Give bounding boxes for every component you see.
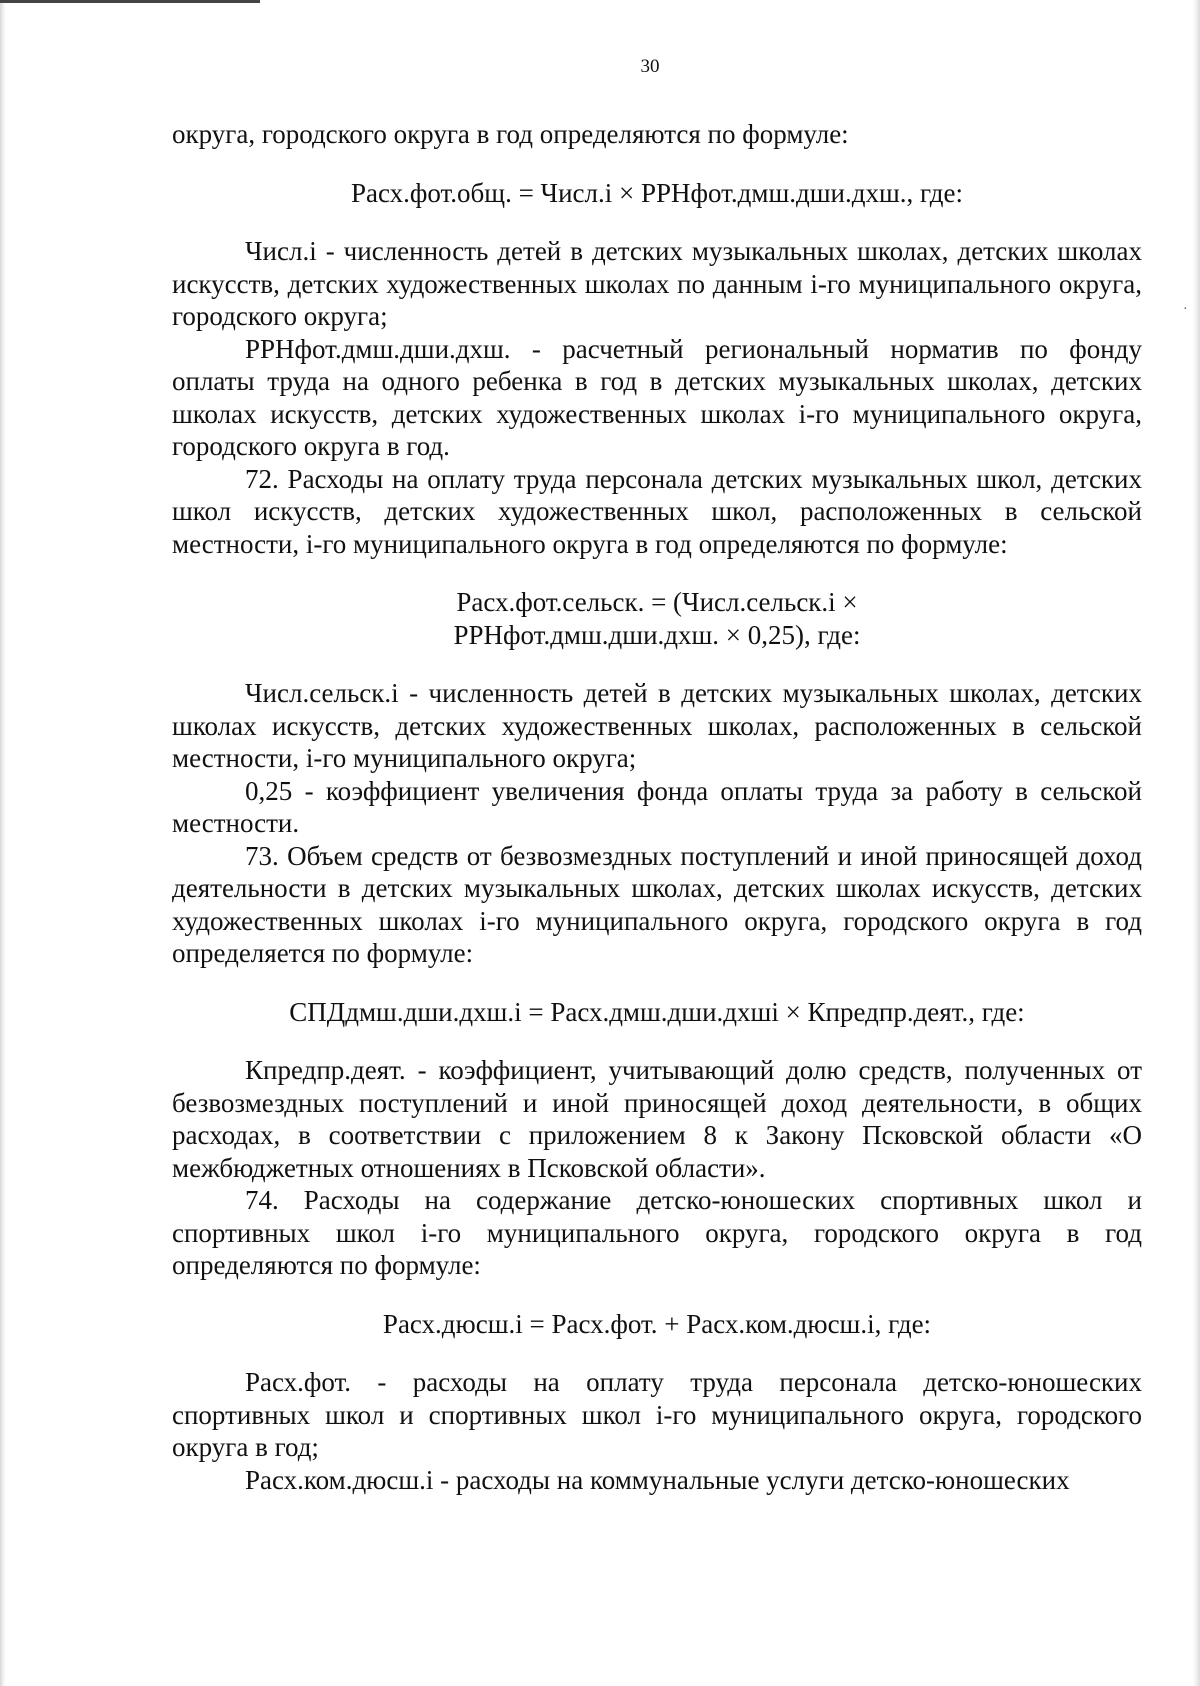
paragraph: 0,25 - коэффициент увеличения фонда оплаты труда за работу в сельской местности. bbox=[172, 775, 1142, 838]
paragraph: округа, городского округа в год определяются по формуле: bbox=[172, 119, 849, 149]
paragraph: 73. Объем средств от безвозмездных поступлений и иной приносящей доход деятельности в детских музыкальных школах, детских школах искусств, детских художественных школах i-го муниципального округа, городского округа в год определяется по формуле: bbox=[172, 840, 1142, 968]
scan-margin-dot: · bbox=[1183, 302, 1188, 317]
paragraph: Числ.сельск.i - численность детей в детских музыкальных школах, детских школах искусств, детских художественных школах, расположенных в сельской местности, i-го муниципального округа; bbox=[172, 678, 1142, 773]
paragraph: Кпредпр.деят. - коэффициент, учитывающий долю средств, полученных от безвозмездных поступлений и иной приносящей доход деятельности, в общих расходах, в соответствии с приложением 8 к Закону Псковской области «О межбюджетных отношениях в Псковской области». bbox=[172, 1055, 1142, 1183]
paragraph: РРНфот.дмш.дши.дхш. - расчетный региональный норматив по фонду оплаты труда на одного ребенка в год в детских музыкальных школах, детских школах искусств, детских художественных школах i-го муниципального округа, городского округа в год. bbox=[172, 333, 1142, 461]
scan-left-edge bbox=[0, 0, 6, 1686]
formula-line: Расх.фот.сельск. = (Числ.сельск.i × bbox=[456, 587, 858, 617]
formula-line: Расх.фот.общ. = Числ.i × РРНфот.дмш.дши.дхш., где: bbox=[351, 177, 963, 208]
formula-line: РРНфот.дмш.дши.дхш. × 0,25), где: bbox=[453, 619, 861, 650]
formula bbox=[172, 996, 1142, 1029]
paragraph: Расх.ком.дюсш.i - расходы на коммунальные услуги детско-юношеских bbox=[245, 1464, 1070, 1495]
formula bbox=[172, 586, 1142, 651]
formula-line: Расх.дюсш.i = Расх.фот. + Расх.ком.дюсш.i, где: bbox=[382, 1308, 932, 1339]
paragraph: 74. Расходы на содержание детско-юношеских спортивных школ и спортивных школ i-го муниципального округа, городского округа в год определяются по формуле: bbox=[172, 1185, 1142, 1280]
page-number: 30 bbox=[640, 56, 660, 77]
formula-line: СПДдмш.дши.дхш.i = Расх.дмш.дши.дхшi × Кпредпр.деят., где: bbox=[289, 996, 1025, 1027]
paragraph: Расх.фот. - расходы на оплату труда персонала детско-юношеских спортивных школ и спортивных школ i-го муниципального округа, городского округа в год; bbox=[172, 1367, 1142, 1462]
paragraph: Числ.i - численность детей в детских музыкальных школах, детских школах искусств, детских художественных школах по данным i-го муниципального округа, городского округа; bbox=[172, 236, 1142, 331]
paragraph: 72. Расходы на оплату труда персонала детских музыкальных школ, детских школ искусств, детских художественных школ, расположенных в сельской местности, i-го муниципального округа в год определяются по формуле: bbox=[172, 463, 1142, 559]
scan-right-edge bbox=[1192, 0, 1200, 1686]
scan-top-edge bbox=[0, 0, 260, 3]
formula bbox=[172, 1308, 1142, 1341]
formula bbox=[172, 177, 1142, 210]
document-body bbox=[172, 118, 1142, 1496]
